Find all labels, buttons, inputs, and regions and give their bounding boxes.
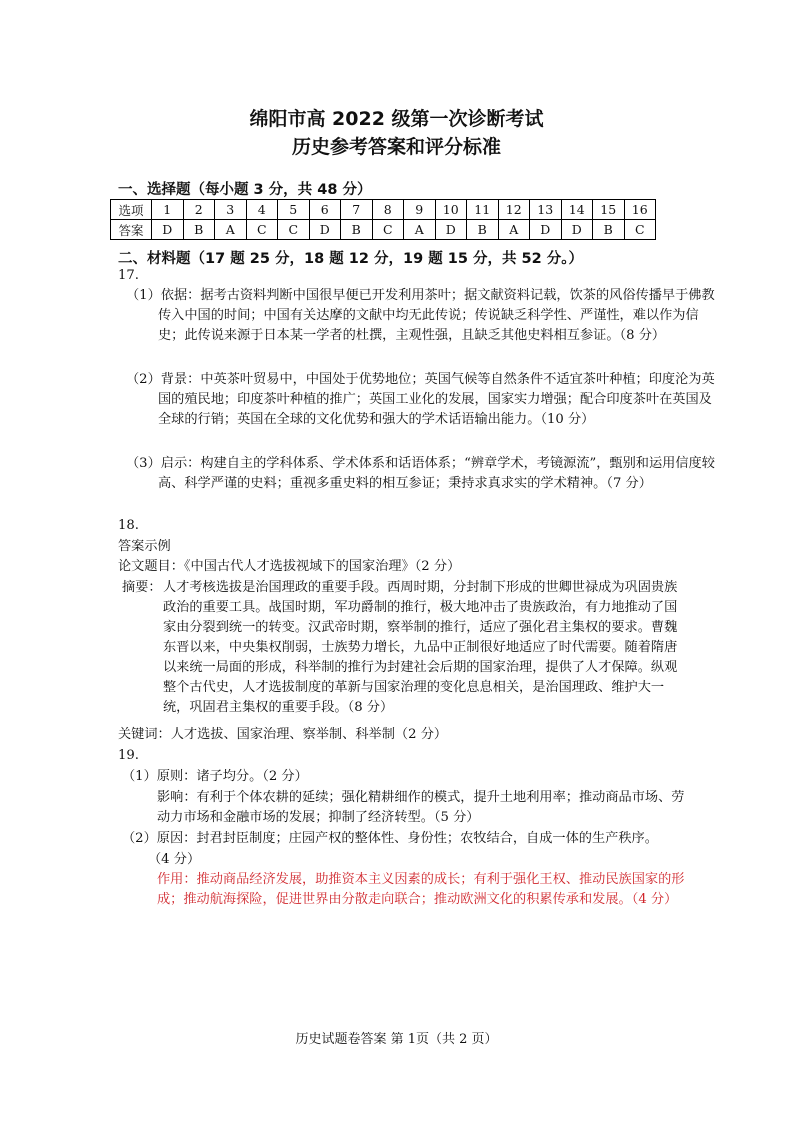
answer-cell: A: [215, 220, 247, 240]
answer-cell: A: [498, 220, 530, 240]
question-number: 4: [246, 200, 278, 220]
q19-part2-reason: （2）原因：封君封臣制度；庄园产权的整体性、身份性；农牧结合，自成一体的生产秩序。: [122, 831, 658, 846]
question-number: 9: [404, 200, 436, 220]
question-number: 14: [561, 200, 593, 220]
answer-cell: B: [183, 220, 215, 240]
question-number: 16: [624, 200, 656, 220]
question-number: 13: [530, 200, 562, 220]
answer-cell: D: [309, 220, 341, 240]
answer-cell: B: [593, 220, 625, 240]
answer-table: [110, 199, 656, 240]
q18-keywords: 关键词：人才选拔、国家治理、察举制、科举制（2 分）: [118, 727, 448, 742]
q18-abstract-label: 摘要：: [122, 580, 162, 595]
question-number: 6: [309, 200, 341, 220]
q17-part1: （1）依据：据考古资料判断中国很早便已开发利用茶叶；据文献资料记载，饮茶的风俗传播早于佛教传入中国的时间；中国有关达摩的文献中均无此传说；传说缺乏科学性、严谨性，难以作为信史；此传说来源于日本某一学者的杜撰，主观性强，且缺乏其他史料相互参证。（8 分）: [126, 288, 715, 343]
section2-heading: 二、材料题（17 题 25 分，18 题 12 分，19 题 15 分，共 52 分。）: [118, 251, 584, 267]
answer-cell: B: [341, 220, 373, 240]
answer-cell: D: [435, 220, 467, 240]
q17-part2: （2）背景：中英茶叶贸易中，中国处于优势地位；英国气候等自然条件不适宜茶叶种植；印度沦为英国的殖民地；印度茶叶种植的推广；英国工业化的发展，国家实力增强；配合印度茶叶在英国及全球的行销；英国在全球的文化优势和强大的学术话语输出能力。（10 分）: [126, 372, 715, 427]
answer-cell: D: [530, 220, 562, 240]
q18-topic: 论文题目：《中国古代人才选拔视域下的国家治理》（2 分）: [118, 559, 461, 574]
question-number: 11: [467, 200, 499, 220]
answer-table-answer-row: [111, 220, 656, 240]
q19-number: 19.: [118, 748, 139, 763]
title-line-1: 绵阳市高 2022 级第一次诊断考试: [249, 108, 544, 130]
answer-table-number-row: [111, 200, 656, 220]
q17-part3: （3）启示：构建自主的学科体系、学术体系和话语体系；“辨章学术，考镜源流”，甄别和运用信度较高、科学严谨的史料；重视多重史料的相互参证；秉持求真求实的学术精神。（7 分）: [126, 456, 715, 491]
q18-number: 18.: [118, 518, 139, 533]
question-number: 15: [593, 200, 625, 220]
answer-cell: D: [561, 220, 593, 240]
q19-part1-impact: 影响：有利于个体农耕的延续；强化精耕细作的模式，提升土地利用率；推动商品市场、劳动力市场和金融市场的发展；抑制了经济转型。（5 分）: [157, 790, 685, 825]
answer-cell: D: [152, 220, 184, 240]
question-number: 10: [435, 200, 467, 220]
answer-cell: C: [278, 220, 310, 240]
question-number: 2: [183, 200, 215, 220]
answer-cell: C: [246, 220, 278, 240]
answer-cell: C: [624, 220, 656, 240]
question-number: 3: [215, 200, 247, 220]
answer-cell: A: [404, 220, 436, 240]
page-footer: 历史试题卷答案 第 1页（共 2 页）: [295, 1032, 498, 1047]
section1-heading: 一、选择题（每小题 3 分，共 48 分）: [118, 182, 372, 198]
question-number: 1: [152, 200, 184, 220]
title-line-2: 历史参考答案和评分标准: [291, 136, 501, 158]
question-number: 5: [278, 200, 310, 220]
row-label-options: 选项: [111, 200, 152, 220]
q19-part1-principle: （1）原则：诸子均分。（2 分）: [122, 769, 308, 784]
question-number: 8: [372, 200, 404, 220]
row-label-answers: 答案: [111, 220, 152, 240]
q17-number: 17.: [118, 268, 139, 283]
answer-cell: B: [467, 220, 499, 240]
q19-part2-effect: 作用：推动商品经济发展，助推资本主义因素的成长；有利于强化王权、推动民族国家的形成；推动航海探险，促进世界由分散走向联合；推动欧洲文化的积累传承和发展。（4 分）: [157, 872, 685, 907]
q18-abstract: 人才考核选拔是治国理政的重要手段。西周时期，分封制下形成的世卿世禄成为巩固贵族政治的重要工具。战国时期，军功爵制的推行，极大地冲击了贵族政治，有力地推动了国家由分裂到统一的转变。汉武帝时期，察举制的推行，适应了强化君主集权的要求。曹魏东晋以来，中央集权削弱，士族势力增长，九品中正制很好地适应了时代需要。随着隋唐以来统一局面的形成，科举制的推行为封建社会后期的国家治理，提供了人才保障。纵观整个古代史，人才选拔制度的革新与国家治理的变化息息相关，是治国理政、维护大一统，巩固君主集权的重要手段。（8 分）: [163, 580, 678, 715]
q18-example-label: 答案示例: [118, 539, 171, 554]
q19-part2-score: （4 分）: [148, 852, 201, 867]
question-number: 7: [341, 200, 373, 220]
question-number: 12: [498, 200, 530, 220]
answer-cell: C: [372, 220, 404, 240]
